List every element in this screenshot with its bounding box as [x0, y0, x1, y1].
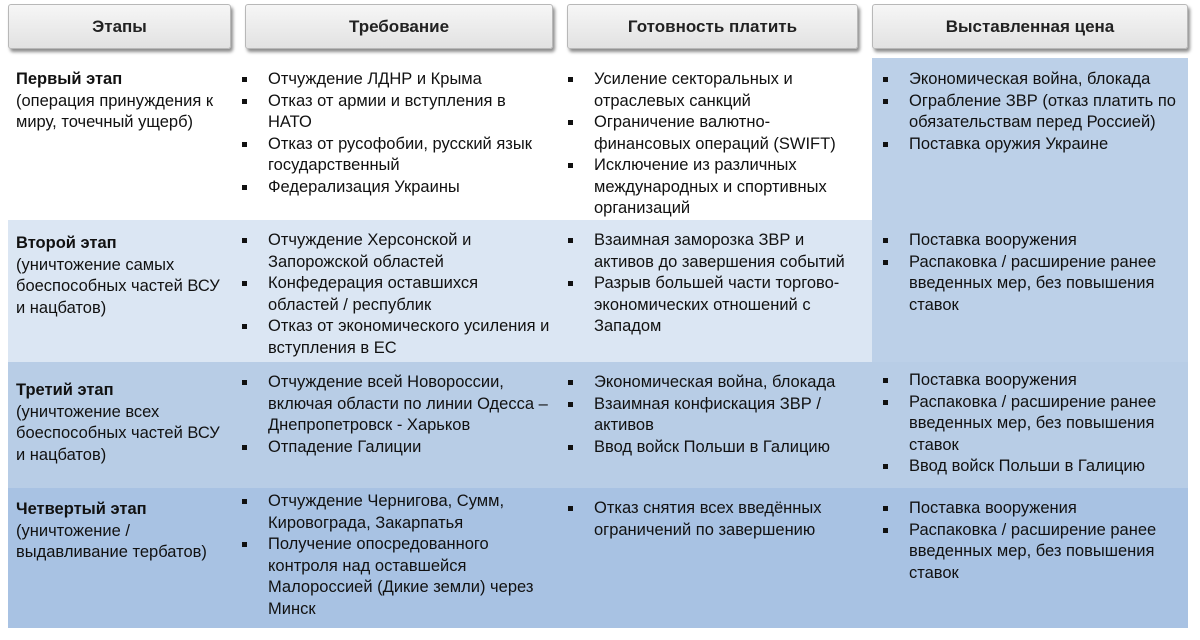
stage-description: (уничтожение всех боеспособных частей ВСУ и нацбатов)	[16, 402, 220, 464]
list-item: Отказ снятия всех введённых ограничений по завершению	[567, 498, 863, 541]
price-list-3	[882, 370, 1184, 478]
list-item: Конфедерация оставшихся областей / республик	[241, 273, 551, 316]
list-item: Экономическая война, блокада	[882, 69, 1184, 91]
list-item: Поставка оружия Украине	[882, 134, 1184, 156]
list-item: Отчуждение Чернигова, Сумм, Кировограда, Закарпатья	[241, 491, 551, 534]
list-item: Федерализация Украины	[241, 177, 551, 199]
list-item: Усиление секторальных и отраслевых санкций	[567, 69, 863, 112]
list-item: Отчуждение Херсонской и Запорожской областей	[241, 230, 551, 273]
list-item: Поставка вооружения	[882, 370, 1184, 392]
stage-1	[16, 69, 228, 134]
header-price: Выставленная цена	[872, 4, 1188, 49]
list-item: Отказ от русофобии, русский язык государственный	[241, 134, 551, 177]
list-item: Ограбление ЗВР (отказ платить по обязательствам перед Россией)	[882, 91, 1184, 134]
list-item: Распаковка / расширение ранее введенных мер, без повышения ставок	[882, 520, 1184, 585]
list-item: Поставка вооружения	[882, 498, 1184, 520]
price-list-1	[882, 69, 1184, 155]
demands-list-2	[241, 230, 551, 359]
list-item: Получение опосредованного контроля над оставшейся Малороссией (Дикие земли) через Минск	[241, 534, 551, 620]
price-list-2	[882, 230, 1184, 316]
list-item: Отпадение Галиции	[241, 437, 551, 459]
stage-description: (операция принуждения к миру, точечный ущерб)	[16, 91, 214, 131]
list-item: Отказ от армии и вступления в НАТО	[241, 91, 551, 134]
demands-list-4	[241, 491, 551, 620]
willingness-list-2	[567, 230, 863, 338]
stage-name: Первый этап	[16, 70, 123, 88]
stage-3	[16, 380, 228, 466]
stage-name: Третий этап	[16, 381, 114, 399]
list-item: Ограничение валютно-финансовых операций (SWIFT)	[567, 112, 863, 155]
list-item: Поставка вооружения	[882, 230, 1184, 252]
stage-name: Второй этап	[16, 234, 117, 252]
header-willingness: Готовность платить	[567, 4, 858, 49]
list-item: Отчуждение всей Новороссии, включая области по линии Одесса – Днепропетровск - Харьков	[241, 372, 551, 437]
list-item: Взаимная конфискация ЗВР / активов	[567, 394, 863, 437]
stage-description: (уничтожение самых боеспособных частей ВСУ и нацбатов)	[16, 255, 220, 317]
demands-list-1	[241, 69, 551, 198]
stage-4	[16, 499, 238, 564]
willingness-list-1	[567, 69, 863, 220]
header-stages: Этапы	[8, 4, 231, 49]
stage-name: Четвертый этап	[16, 500, 147, 518]
stage-description: (уничтожение / выдавливание тербатов)	[16, 521, 207, 561]
stage-2	[16, 233, 228, 319]
list-item: Распаковка / расширение ранее введенных мер, без повышения ставок	[882, 392, 1184, 457]
willingness-list-4	[567, 498, 863, 541]
list-item: Взаимная заморозка ЗВР и активов до завершения событий	[567, 230, 863, 273]
list-item: Ввод войск Польши в Галицию	[567, 437, 863, 459]
list-item: Отчуждение ЛДНР и Крыма	[241, 69, 551, 91]
willingness-list-3	[567, 372, 863, 458]
list-item: Экономическая война, блокада	[567, 372, 863, 394]
list-item: Ввод войск Польши в Галицию	[882, 456, 1184, 478]
list-item: Отказ от экономического усиления и вступления в ЕС	[241, 316, 551, 359]
demands-list-3	[241, 372, 551, 458]
price-list-4	[882, 498, 1184, 584]
list-item: Разрыв большей части торгово-экономических отношений с Западом	[567, 273, 863, 338]
list-item: Исключение из различных международных и спортивных организаций	[567, 155, 863, 220]
list-item: Распаковка / расширение ранее введенных мер, без повышения ставок	[882, 252, 1184, 317]
header-demand: Требование	[245, 4, 553, 49]
